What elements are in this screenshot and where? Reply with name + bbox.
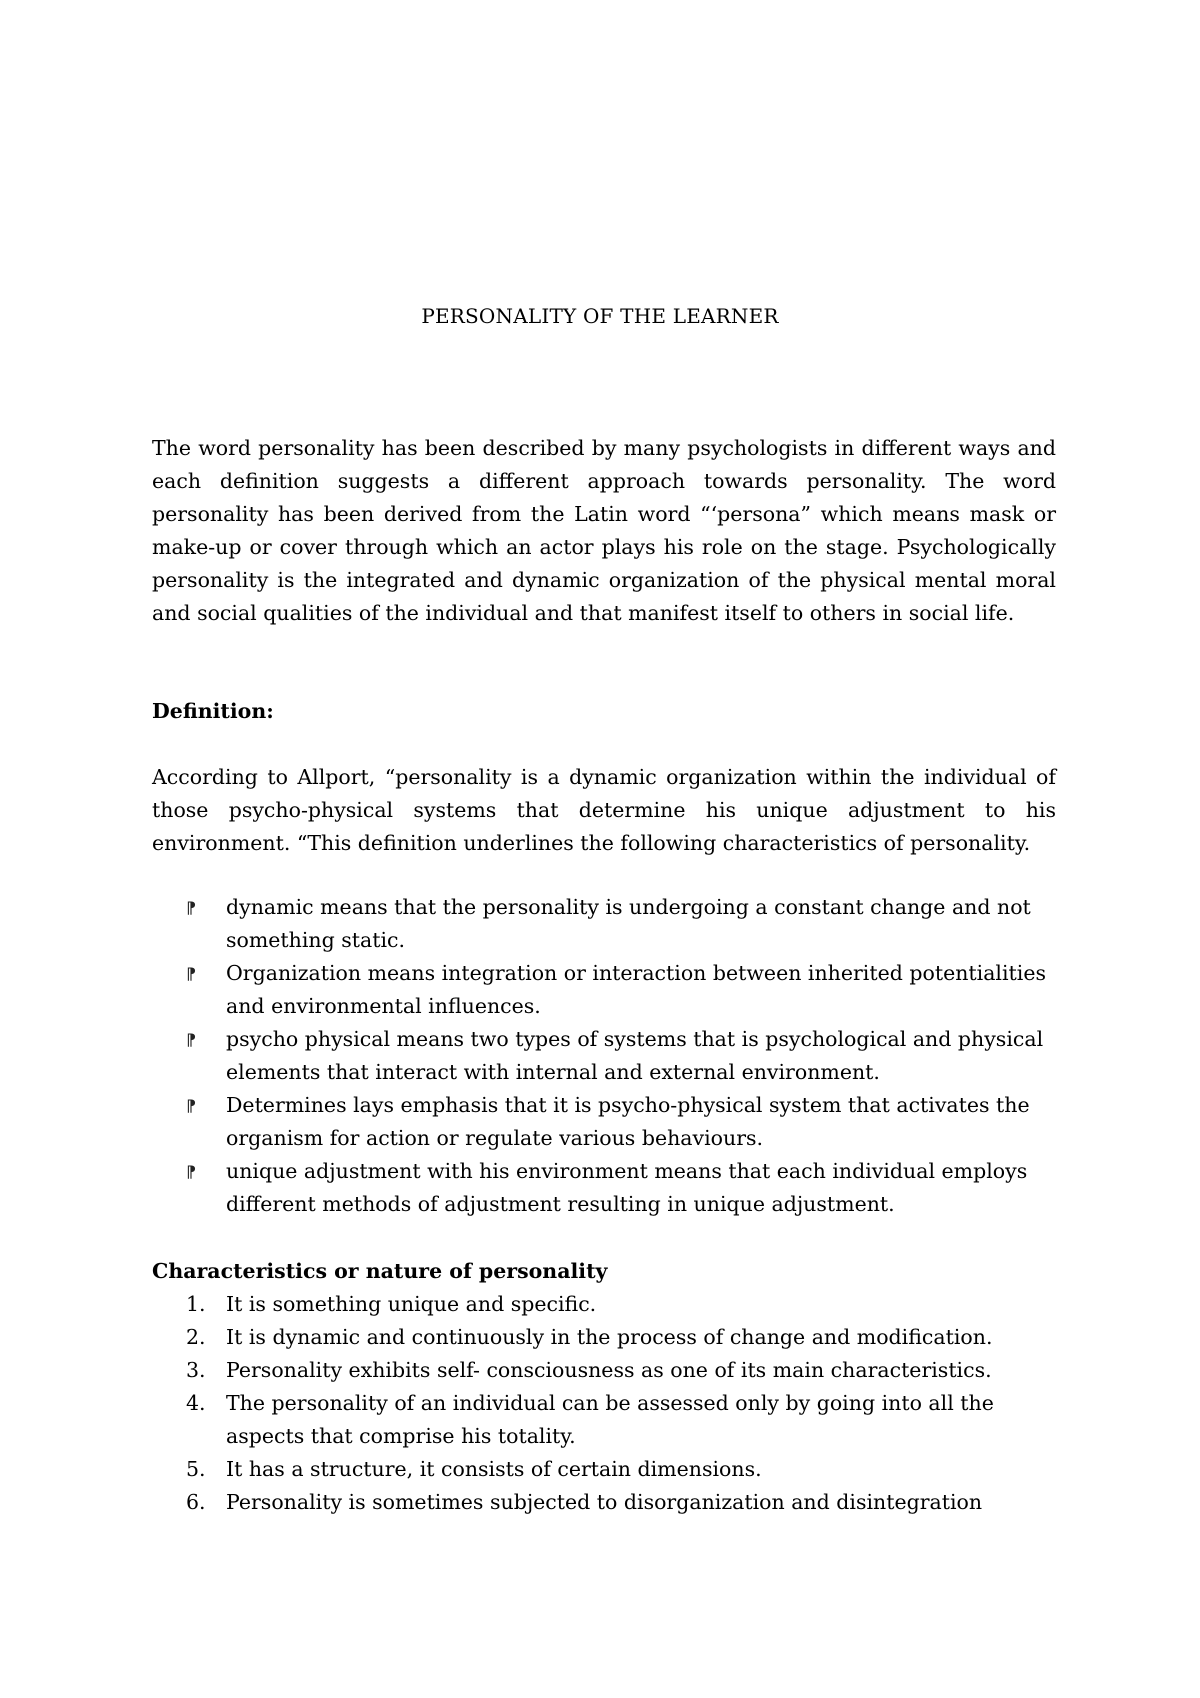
list-item — [186, 1486, 1056, 1519]
bullet-icon: ⁋ — [186, 964, 197, 983]
list-number: 6. — [186, 1490, 206, 1514]
list-item-text: Personality is sometimes subjected to disorganization and disintegration — [226, 1490, 983, 1514]
list-item — [186, 1387, 1056, 1453]
list-item — [186, 1354, 1056, 1387]
list-number: 5. — [186, 1457, 206, 1481]
definition-paragraph: According to Allport, “personality is a dynamic organization within the individual of those psycho-physical systems that determine his unique adjustment to his environment. “This definition underlines the following characteristics of personality. — [152, 765, 1056, 855]
list-item — [186, 957, 1056, 1023]
list-item-text: It is something unique and specific. — [226, 1292, 597, 1316]
list-item-text: It has a structure, it consists of certain dimensions. — [226, 1457, 762, 1481]
list-item — [186, 1453, 1056, 1486]
list-item — [186, 1023, 1056, 1089]
list-item-text: Determines lays emphasis that it is psycho-physical system that activates the organism for action or regulate various behaviours. — [226, 1093, 1030, 1150]
bullet-icon: ⁋ — [186, 1030, 197, 1049]
list-item-text: unique adjustment with his environment means that each individual employs different methods of adjustment resulting in unique adjustment. — [226, 1159, 1028, 1216]
list-item-text: Personality exhibits self- consciousness as one of its main characteristics. — [226, 1358, 992, 1382]
list-item-text: psycho physical means two types of systems that is psychological and physical elements that interact with internal and external environment. — [226, 1027, 1044, 1084]
list-item — [186, 1288, 1056, 1321]
list-item-text: The personality of an individual can be assessed only by going into all the aspects that comprise his totality. — [226, 1391, 994, 1448]
list-number: 2. — [186, 1325, 206, 1349]
list-item-text: Organization means integration or interaction between inherited potentialities and environmental influences. — [226, 961, 1046, 1018]
list-item — [186, 891, 1056, 957]
list-item — [186, 1155, 1056, 1221]
list-item — [186, 1321, 1056, 1354]
list-item — [186, 1089, 1056, 1155]
list-number: 4. — [186, 1391, 206, 1415]
definition-bullet-list — [186, 891, 1056, 1221]
list-item-text: It is dynamic and continuously in the process of change and modification. — [226, 1325, 993, 1349]
list-number: 1. — [186, 1292, 206, 1316]
page-title: PERSONALITY OF THE LEARNER — [421, 304, 779, 328]
list-item-text: dynamic means that the personality is undergoing a constant change and not something static. — [226, 895, 1031, 952]
characteristics-heading: Characteristics or nature of personality — [152, 1259, 608, 1283]
bullet-icon: ⁋ — [186, 1162, 197, 1181]
definition-heading: Definition: — [152, 699, 274, 723]
intro-paragraph: The word personality has been described by many psychologists in different ways and each definition suggests a different approach towards personality. The word personality has been derived from the Latin word “‘persona” which means mask or make-up or cover through which an actor plays his role on the stage. Psychologically personality is the integrated and dynamic organization of the physical mental moral and social qualities of the individual and that manifest itself to others in social life. — [152, 436, 1056, 625]
bullet-icon: ⁋ — [186, 1096, 197, 1115]
characteristics-list — [186, 1288, 1056, 1519]
bullet-icon: ⁋ — [186, 898, 197, 917]
list-number: 3. — [186, 1358, 206, 1382]
